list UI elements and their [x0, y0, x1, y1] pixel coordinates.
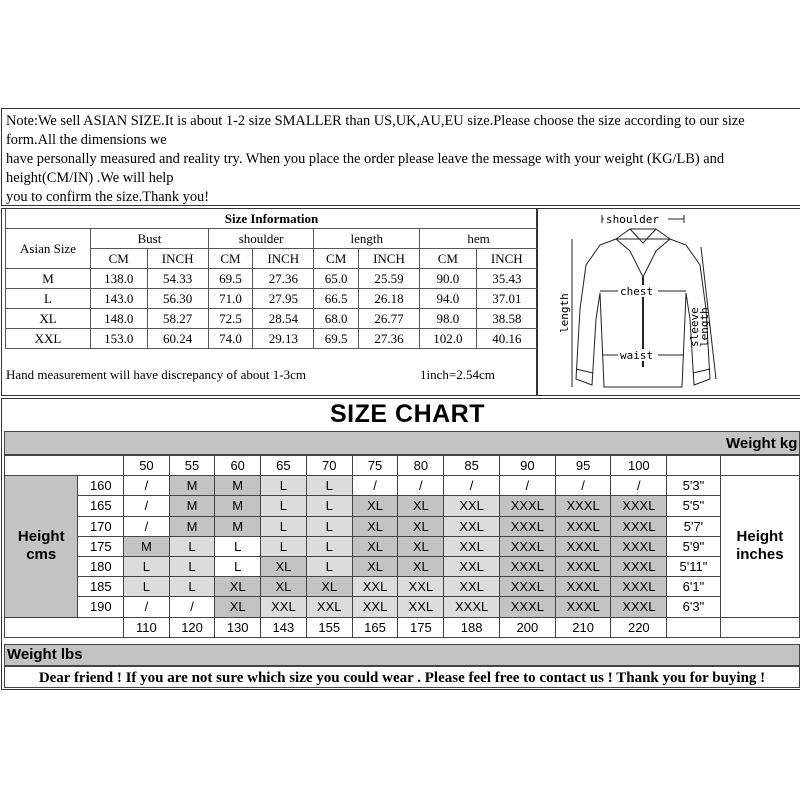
height-cm-unit: cms — [26, 546, 57, 564]
size-cell: XXXL — [499, 496, 555, 516]
height-row — [5, 516, 800, 536]
height-row — [5, 536, 800, 556]
size-cell: L — [215, 536, 261, 556]
size-value-cell: 102.0 — [420, 329, 477, 349]
size-value-cell: 98.0 — [420, 309, 477, 329]
size-cell: L — [261, 476, 307, 496]
unit-header: INCH — [476, 249, 537, 269]
weight-kg-cell: 100 — [611, 456, 667, 476]
size-cell: XL — [352, 556, 398, 576]
size-cell: XXL — [261, 597, 307, 617]
weight-lbs-cell: 130 — [215, 617, 261, 637]
size-value-cell: 26.18 — [358, 289, 419, 309]
height-inch-header — [720, 476, 799, 617]
size-cell: XXL — [398, 577, 444, 597]
size-cell: XL — [352, 536, 398, 556]
size-value-cell: 54.33 — [147, 269, 208, 289]
size-cell: XL — [261, 577, 307, 597]
waist-label: waist — [620, 349, 654, 362]
size-row — [6, 289, 538, 309]
note-line: Note:We sell ASIAN SIZE.It is about 1-2 size SMALLER than US,UK,AU,EU size.Please choose the size according to our size — [6, 113, 745, 129]
note-line: form.All the dimensions we — [6, 132, 167, 148]
size-cell: XXL — [444, 556, 500, 576]
size-value-cell: 143.0 — [91, 289, 148, 309]
shirt-measurement-diagram — [537, 208, 800, 396]
size-value-cell: 69.5 — [314, 329, 358, 349]
size-value-cell: 65.0 — [314, 269, 358, 289]
height-inch-unit: inches — [736, 546, 784, 564]
size-information-panel — [1, 208, 537, 396]
size-value-cell: 27.95 — [253, 289, 314, 309]
size-cell: L — [306, 496, 352, 516]
height-inch-cell: 5'11" — [667, 556, 721, 576]
size-cell: L — [169, 577, 215, 597]
size-cell: L — [169, 536, 215, 556]
size-cell: XXXL — [444, 597, 500, 617]
height-cm-cell: 180 — [78, 556, 124, 576]
weight-kg-cell: 65 — [261, 456, 307, 476]
size-cell: XXXL — [555, 577, 611, 597]
size-cell: L — [261, 516, 307, 536]
size-cell: XXXL — [555, 496, 611, 516]
size-value-cell: 69.5 — [208, 269, 252, 289]
weight-lbs-label: Weight lbs — [7, 646, 83, 663]
size-cell: XL — [352, 516, 398, 536]
weight-kg-bar — [4, 431, 800, 455]
height-inch-cell: 5'7' — [667, 516, 721, 536]
size-cell: L — [261, 496, 307, 516]
unit-header: CM — [208, 249, 252, 269]
size-value-cell: 40.16 — [476, 329, 537, 349]
size-cell: M — [169, 516, 215, 536]
size-cell: / — [124, 597, 170, 617]
size-row — [6, 309, 538, 329]
height-cm-cell: 190 — [78, 597, 124, 617]
size-row-label: L — [6, 289, 91, 309]
note-line: height(CM/IN) .We will help — [6, 170, 174, 186]
weight-kg-cell: 75 — [352, 456, 398, 476]
inch-conversion-note: 1inch=2.54cm — [420, 367, 495, 382]
weight-kg-cell: 60 — [215, 456, 261, 476]
height-cm-label: Height — [17, 528, 65, 546]
size-cell: XL — [398, 556, 444, 576]
unit-header: INCH — [253, 249, 314, 269]
size-cell: XXXL — [611, 496, 667, 516]
weight-kg-cell: 50 — [124, 456, 170, 476]
unit-header: CM — [314, 249, 358, 269]
size-chart-title: SIZE CHART — [330, 400, 485, 428]
sleeve-length-label: length — [698, 307, 711, 347]
weight-lbs-cell: 165 — [352, 617, 398, 637]
weight-kg-cell: 90 — [499, 456, 555, 476]
size-cell: XXXL — [555, 516, 611, 536]
size-cell: / — [611, 476, 667, 496]
size-value-cell: 138.0 — [91, 269, 148, 289]
size-cell: XXXL — [555, 597, 611, 617]
size-cell: XL — [398, 496, 444, 516]
chest-label: chest — [620, 285, 654, 298]
size-value-cell: 37.01 — [476, 289, 537, 309]
size-cell: M — [169, 496, 215, 516]
footer-message: Dear friend ! If you are not sure which size you could wear . Please feel free to contact us ! Thank you for buying ! — [4, 666, 800, 688]
size-value-cell: 29.13 — [253, 329, 314, 349]
note-line: you to confirm the size.Thank you! — [6, 189, 210, 205]
group-header-hem: hem — [420, 229, 538, 249]
size-cell: L — [261, 536, 307, 556]
size-value-cell: 26.77 — [358, 309, 419, 329]
size-value-cell: 74.0 — [208, 329, 252, 349]
blank-cell — [5, 617, 124, 637]
weight-kg-label: Weight kg — [726, 435, 798, 452]
size-cell: L — [124, 556, 170, 576]
weight-lbs-cell: 143 — [261, 617, 307, 637]
size-cell: XXXL — [611, 597, 667, 617]
size-cell: / — [499, 476, 555, 496]
size-value-cell: 56.30 — [147, 289, 208, 309]
size-cell: / — [352, 476, 398, 496]
size-cell: XXL — [352, 577, 398, 597]
size-cell: / — [169, 597, 215, 617]
size-cell: / — [124, 496, 170, 516]
weight-lbs-bar — [4, 644, 800, 666]
note-box — [1, 108, 800, 206]
size-row-label: XL — [6, 309, 91, 329]
size-cell: XXXL — [499, 577, 555, 597]
height-cm-header — [5, 476, 78, 617]
size-cell: L — [124, 577, 170, 597]
weight-kg-row — [5, 456, 800, 476]
group-header-bust: Bust — [91, 229, 209, 249]
height-inch-cell: 5'9" — [667, 536, 721, 556]
height-row — [5, 556, 800, 576]
height-row — [5, 496, 800, 516]
size-cell: / — [444, 476, 500, 496]
size-information-table — [5, 209, 538, 349]
size-cell: XL — [352, 496, 398, 516]
weight-lbs-cell: 210 — [555, 617, 611, 637]
size-value-cell: 60.24 — [147, 329, 208, 349]
size-cell: M — [215, 516, 261, 536]
size-cell: XXL — [306, 597, 352, 617]
height-inch-cell: 6'3" — [667, 597, 721, 617]
size-cell: XL — [398, 516, 444, 536]
size-value-cell: 90.0 — [420, 269, 477, 289]
weight-lbs-cell: 120 — [169, 617, 215, 637]
size-value-cell: 68.0 — [314, 309, 358, 329]
shirt-illustration — [538, 209, 800, 395]
size-value-cell: 66.5 — [314, 289, 358, 309]
size-value-cell: 148.0 — [91, 309, 148, 329]
shoulder-label: shoulder — [606, 213, 659, 226]
size-value-cell: 27.36 — [358, 329, 419, 349]
size-cell: / — [124, 516, 170, 536]
height-cm-cell: 165 — [78, 496, 124, 516]
sleeve-label: sleeve — [688, 307, 701, 347]
weight-kg-cell: 55 — [169, 456, 215, 476]
size-value-cell: 94.0 — [420, 289, 477, 309]
size-chart-grid — [4, 455, 800, 638]
size-value-cell: 35.43 — [476, 269, 537, 289]
height-cm-cell: 160 — [78, 476, 124, 496]
size-cell: / — [124, 476, 170, 496]
size-value-cell: 25.59 — [358, 269, 419, 289]
unit-header: CM — [420, 249, 477, 269]
size-cell: XXXL — [499, 516, 555, 536]
blank-cell — [720, 456, 799, 476]
height-row — [5, 597, 800, 617]
size-cell: L — [169, 556, 215, 576]
size-cell: XL — [306, 577, 352, 597]
blank-cell — [5, 456, 124, 476]
unit-header: INCH — [147, 249, 208, 269]
size-cell: M — [124, 536, 170, 556]
height-inch-cell: 6'1" — [667, 577, 721, 597]
weight-kg-cell: 85 — [444, 456, 500, 476]
weight-kg-cell: 80 — [398, 456, 444, 476]
size-cell: XXL — [444, 516, 500, 536]
size-cell: / — [398, 476, 444, 496]
weight-lbs-cell: 188 — [444, 617, 500, 637]
hand-measurement-note: Hand measurement will have discrepancy of about 1-3cm — [6, 367, 306, 382]
height-cm-cell: 170 — [78, 516, 124, 536]
weight-lbs-cell: 110 — [124, 617, 170, 637]
size-cell: L — [306, 516, 352, 536]
size-row — [6, 329, 538, 349]
asian-size-header: Asian Size — [6, 229, 91, 269]
size-row-label: M — [6, 269, 91, 289]
size-cell: XXL — [398, 597, 444, 617]
height-inch-cell: 5'3" — [667, 476, 721, 496]
size-value-cell: 38.58 — [476, 309, 537, 329]
size-value-cell: 58.27 — [147, 309, 208, 329]
unit-header: INCH — [358, 249, 419, 269]
size-value-cell: 153.0 — [91, 329, 148, 349]
weight-lbs-cell: 175 — [398, 617, 444, 637]
weight-kg-cell: 70 — [306, 456, 352, 476]
blank-cell — [667, 617, 721, 637]
size-cell: XL — [215, 577, 261, 597]
size-cell: XXL — [352, 597, 398, 617]
height-row — [5, 476, 800, 496]
size-cell: L — [306, 476, 352, 496]
size-cell: XXL — [444, 496, 500, 516]
size-cell: XL — [398, 536, 444, 556]
height-cm-cell: 185 — [78, 577, 124, 597]
size-cell: XL — [261, 556, 307, 576]
height-row — [5, 577, 800, 597]
size-cell: XXXL — [611, 516, 667, 536]
size-cell: XXXL — [611, 577, 667, 597]
size-cell: XXXL — [555, 536, 611, 556]
size-cell: M — [215, 476, 261, 496]
blank-cell — [720, 617, 799, 637]
height-cm-cell: 175 — [78, 536, 124, 556]
height-inch-label: Height — [736, 528, 784, 546]
size-cell: XXXL — [499, 597, 555, 617]
size-cell: M — [169, 476, 215, 496]
size-cell: XXXL — [611, 556, 667, 576]
size-cell: XXXL — [611, 536, 667, 556]
size-value-cell: 27.36 — [253, 269, 314, 289]
size-value-cell: 72.5 — [208, 309, 252, 329]
size-cell: M — [215, 496, 261, 516]
weight-lbs-cell: 200 — [499, 617, 555, 637]
note-line: have personally measured and reality try. When you place the order please leave the message with your weight (KG/LB) and — [6, 151, 725, 167]
size-cell: XXXL — [555, 556, 611, 576]
size-value-cell: 71.0 — [208, 289, 252, 309]
blank-cell — [667, 456, 721, 476]
weight-lbs-cell: 155 — [306, 617, 352, 637]
size-value-cell: 28.54 — [253, 309, 314, 329]
size-cell: XXL — [444, 577, 500, 597]
unit-header: CM — [91, 249, 148, 269]
size-cell: L — [306, 536, 352, 556]
group-header-length: length — [314, 229, 420, 249]
size-row-label: XXL — [6, 329, 91, 349]
size-cell: XXXL — [499, 556, 555, 576]
size-cell: XXL — [444, 536, 500, 556]
size-info-title: Size Information — [6, 209, 538, 229]
weight-kg-cell: 95 — [555, 456, 611, 476]
group-header-shoulder: shoulder — [208, 229, 314, 249]
size-row — [6, 269, 538, 289]
size-cell: L — [215, 556, 261, 576]
size-cell: XXXL — [499, 536, 555, 556]
size-cell: L — [306, 556, 352, 576]
height-inch-cell: 5'5" — [667, 496, 721, 516]
length-label: length — [558, 293, 571, 333]
size-cell: / — [555, 476, 611, 496]
size-cell: XL — [215, 597, 261, 617]
weight-lbs-row — [5, 617, 800, 637]
weight-lbs-cell: 220 — [611, 617, 667, 637]
